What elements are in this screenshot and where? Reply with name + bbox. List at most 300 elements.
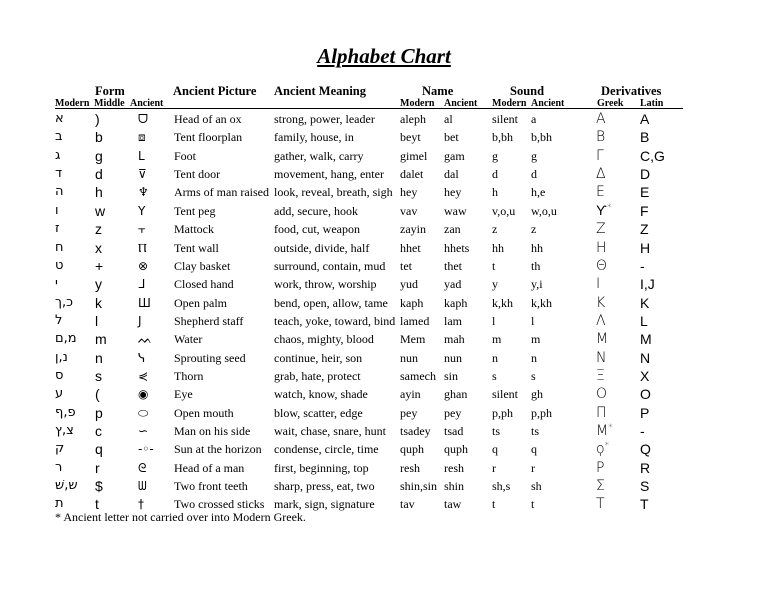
ancient-picture-text: Head of a man bbox=[174, 460, 245, 475]
name-ancient-text: hhets bbox=[444, 240, 470, 255]
name-ancient bbox=[444, 294, 467, 312]
ancient-picture bbox=[174, 220, 214, 238]
ancient-meaning-text: sharp, press, eat, two bbox=[274, 479, 375, 493]
subheader-name-ancient: Ancient bbox=[444, 98, 478, 109]
ancient-glyph bbox=[138, 312, 142, 330]
ancient-meaning bbox=[274, 440, 379, 458]
middle-letter bbox=[95, 110, 100, 128]
modern-letter-text: ז bbox=[55, 221, 60, 237]
sound-ancient bbox=[531, 330, 540, 348]
ancient-picture bbox=[174, 275, 234, 293]
sound-ancient bbox=[531, 220, 536, 238]
modern-letter-text: כ,ך bbox=[55, 294, 73, 310]
subheader-sound-ancient: Ancient bbox=[531, 98, 565, 109]
middle-letter-text: w bbox=[95, 202, 106, 219]
sound-ancient bbox=[531, 202, 557, 220]
subheader-greek: Greek bbox=[597, 98, 624, 109]
ancient-glyph-text: ᗯ bbox=[138, 479, 147, 493]
greek-letter-text: Μ bbox=[596, 423, 609, 439]
greek-letter bbox=[596, 294, 605, 312]
modern-letter-text: י bbox=[55, 276, 58, 292]
modern-letter-text: צ,ץ bbox=[55, 423, 74, 438]
ancient-picture-text: Tent door bbox=[174, 167, 221, 182]
ancient-picture-text: Sprouting seed bbox=[174, 350, 246, 365]
sound-modern bbox=[492, 294, 513, 312]
latin-letter-text: N bbox=[640, 349, 651, 366]
latin-letter bbox=[640, 330, 652, 348]
greek-letter-text: Μ bbox=[596, 331, 609, 348]
ancient-picture bbox=[174, 165, 220, 183]
middle-letter-text: b bbox=[95, 129, 103, 146]
latin-letter-text: L bbox=[640, 312, 648, 329]
ancient-glyph-text: ⫟ bbox=[138, 222, 146, 237]
ancient-glyph-text: ⊽ bbox=[138, 167, 147, 182]
sound-ancient bbox=[531, 294, 552, 312]
ancient-picture-text: Tent wall bbox=[174, 240, 219, 255]
name-ancient bbox=[444, 147, 465, 165]
ancient-glyph-text: ᗜ bbox=[138, 112, 148, 126]
ancient-meaning-text: surround, contain, mud bbox=[274, 258, 386, 273]
sound-ancient bbox=[531, 422, 539, 440]
ancient-picture-text: Two front teeth bbox=[174, 479, 248, 493]
ancient-picture bbox=[174, 477, 248, 495]
middle-letter bbox=[95, 183, 103, 201]
modern-letter-text: ה bbox=[55, 184, 64, 200]
ancient-picture-text: Open palm bbox=[174, 295, 227, 310]
middle-letter bbox=[95, 477, 103, 495]
ancient-meaning bbox=[274, 459, 369, 477]
sound-modern-text: hh bbox=[492, 240, 504, 255]
name-modern bbox=[400, 440, 424, 458]
sound-modern bbox=[492, 422, 500, 440]
modern-letter-text: ח bbox=[55, 239, 64, 255]
middle-letter-text: n bbox=[95, 349, 103, 366]
middle-letter-text: ( bbox=[95, 386, 100, 403]
name-modern bbox=[400, 183, 417, 201]
name-ancient-text: nun bbox=[444, 350, 462, 365]
sound-ancient-text: r bbox=[531, 460, 535, 475]
greek-letter bbox=[596, 330, 608, 348]
greek-letter bbox=[596, 422, 613, 440]
greek-letter-text: Λ bbox=[596, 312, 606, 329]
greek-letter bbox=[596, 220, 606, 238]
modern-letter-text: א bbox=[55, 111, 64, 126]
greek-letter bbox=[596, 275, 600, 293]
latin-letter-text: C,G bbox=[640, 147, 665, 164]
name-modern-text: shin,sin bbox=[400, 479, 438, 493]
sound-ancient bbox=[531, 385, 543, 403]
latin-letter-text: Z bbox=[640, 221, 649, 238]
ancient-picture-text: Head of an ox bbox=[174, 112, 242, 126]
name-ancient-text: hey bbox=[444, 185, 462, 200]
name-modern bbox=[400, 147, 427, 165]
ancient-meaning-text: wait, chase, snare, hunt bbox=[274, 424, 386, 438]
middle-letter bbox=[95, 330, 107, 348]
subheader-latin: Latin bbox=[640, 98, 664, 109]
latin-letter bbox=[640, 220, 649, 238]
greek-letter-text: Ν bbox=[596, 349, 607, 366]
ancient-meaning bbox=[274, 367, 361, 385]
header-rule bbox=[55, 108, 683, 109]
ancient-picture bbox=[174, 312, 243, 330]
ancient-glyph bbox=[138, 440, 154, 458]
sound-modern bbox=[492, 312, 495, 330]
name-ancient-text: al bbox=[444, 112, 453, 126]
greek-letter-text: Τ bbox=[596, 496, 605, 513]
ancient-picture-text: Tent peg bbox=[174, 203, 216, 218]
sound-modern-text: t bbox=[492, 258, 496, 273]
sound-modern-text: m bbox=[492, 332, 502, 347]
greek-letter bbox=[596, 440, 609, 458]
name-modern-text: pey bbox=[400, 405, 418, 420]
sound-modern bbox=[492, 385, 518, 403]
ancient-glyph bbox=[138, 330, 152, 348]
modern-letter-text: ס bbox=[55, 367, 64, 383]
page-title: Alphabet Chart bbox=[317, 44, 451, 68]
sound-modern-text: t bbox=[492, 497, 496, 512]
footnote-marker: * bbox=[604, 441, 610, 452]
subheader-middle: Middle bbox=[94, 98, 125, 109]
sound-ancient-text: n bbox=[531, 350, 537, 365]
table-row bbox=[0, 422, 768, 440]
sound-ancient bbox=[531, 404, 552, 422]
ancient-glyph-text: ᨓ bbox=[138, 332, 153, 347]
sound-modern bbox=[492, 330, 501, 348]
name-ancient bbox=[444, 202, 467, 220]
name-modern-text: nun bbox=[400, 350, 418, 365]
greek-letter-text: Ζ bbox=[596, 221, 606, 238]
name-ancient bbox=[444, 495, 461, 513]
ancient-meaning-text: work, throw, worship bbox=[274, 277, 377, 292]
ancient-meaning bbox=[274, 239, 369, 257]
greek-letter-text: Π bbox=[596, 404, 607, 421]
modern-letter bbox=[55, 294, 73, 312]
middle-letter bbox=[95, 312, 98, 330]
middle-letter bbox=[95, 239, 102, 257]
sound-ancient-text: g bbox=[531, 148, 537, 163]
table-row bbox=[0, 128, 768, 146]
subheader-ancient: Ancient bbox=[130, 98, 164, 109]
ancient-meaning-text: add, secure, hook bbox=[274, 203, 358, 218]
name-ancient bbox=[444, 257, 462, 275]
latin-letter bbox=[640, 422, 645, 440]
ancient-meaning bbox=[274, 183, 393, 201]
sound-ancient-text: d bbox=[531, 167, 537, 182]
sound-ancient bbox=[531, 367, 536, 385]
name-ancient-text: taw bbox=[444, 497, 462, 512]
middle-letter-text: p bbox=[95, 404, 103, 421]
ancient-picture-text: Thorn bbox=[174, 368, 204, 383]
table-row bbox=[0, 330, 768, 348]
sound-ancient-text: t bbox=[531, 497, 535, 512]
sound-ancient bbox=[531, 477, 542, 495]
name-modern-text: ayin bbox=[400, 387, 421, 402]
greek-letter bbox=[596, 147, 604, 165]
modern-letter bbox=[55, 220, 60, 238]
sound-ancient-text: a bbox=[531, 112, 537, 126]
sound-ancient bbox=[531, 183, 545, 201]
sound-ancient-text: s bbox=[531, 368, 536, 383]
greek-letter bbox=[596, 477, 605, 495]
sound-modern-text: v,o,u bbox=[492, 203, 516, 218]
ancient-meaning-text: movement, hang, enter bbox=[274, 167, 384, 182]
name-modern bbox=[400, 312, 429, 330]
name-ancient bbox=[444, 110, 453, 128]
modern-letter bbox=[55, 459, 62, 477]
latin-letter bbox=[640, 257, 645, 275]
latin-letter bbox=[640, 183, 649, 201]
ancient-picture bbox=[174, 330, 202, 348]
name-ancient-text: kaph bbox=[444, 295, 468, 310]
sound-modern bbox=[492, 275, 498, 293]
ancient-picture-text: Open mouth bbox=[174, 405, 234, 420]
middle-letter-text: s bbox=[95, 367, 102, 384]
ancient-glyph-text: ⬭ bbox=[138, 405, 149, 420]
modern-letter-text: ע bbox=[55, 386, 64, 402]
latin-letter bbox=[640, 385, 651, 403]
ancient-picture bbox=[174, 147, 196, 165]
name-ancient bbox=[444, 128, 459, 146]
name-ancient-text: ghan bbox=[444, 387, 468, 402]
latin-letter-text: S bbox=[640, 478, 650, 494]
latin-letter-text: F bbox=[640, 202, 649, 219]
table-row bbox=[0, 183, 768, 201]
modern-letter-text: נ,ן bbox=[55, 349, 68, 365]
name-ancient-text: yad bbox=[444, 277, 462, 292]
sound-modern bbox=[492, 239, 504, 257]
ancient-meaning-text: mark, sign, signature bbox=[274, 497, 375, 512]
ancient-picture-text: Eye bbox=[174, 387, 193, 402]
sound-modern bbox=[492, 404, 513, 422]
middle-letter bbox=[95, 257, 103, 275]
name-modern bbox=[400, 202, 417, 220]
ancient-picture-text: Foot bbox=[174, 148, 197, 163]
middle-letter-text: d bbox=[95, 166, 103, 183]
modern-letter bbox=[55, 202, 59, 220]
table-row bbox=[0, 202, 768, 220]
middle-letter bbox=[95, 349, 103, 367]
latin-letter-text: Q bbox=[640, 441, 651, 458]
sound-modern bbox=[492, 257, 495, 275]
name-modern-text: tav bbox=[400, 497, 415, 512]
subheader-name-modern: Modern bbox=[400, 98, 435, 109]
header-form: Form bbox=[95, 84, 125, 98]
name-modern bbox=[400, 477, 437, 495]
sound-modern-text: h bbox=[492, 185, 498, 200]
sound-ancient-text: th bbox=[531, 258, 541, 273]
ancient-glyph bbox=[138, 202, 145, 220]
name-ancient bbox=[444, 239, 469, 257]
latin-letter bbox=[640, 459, 650, 477]
sound-ancient bbox=[531, 165, 537, 183]
name-modern bbox=[400, 349, 418, 367]
name-ancient bbox=[444, 183, 461, 201]
ancient-glyph bbox=[138, 183, 149, 201]
latin-letter bbox=[640, 165, 650, 183]
ancient-meaning-text: bend, open, allow, tame bbox=[274, 295, 388, 310]
ancient-meaning-text: grab, hate, protect bbox=[274, 368, 361, 383]
sound-ancient bbox=[531, 440, 537, 458]
sound-ancient-text: sh bbox=[531, 479, 542, 493]
name-modern-text: Mem bbox=[400, 332, 426, 347]
ancient-glyph bbox=[138, 220, 145, 238]
sound-ancient bbox=[531, 257, 540, 275]
ancient-meaning-text: look, reveal, breath, sigh bbox=[274, 185, 393, 200]
ancient-picture bbox=[174, 128, 242, 146]
table-row bbox=[0, 257, 768, 275]
name-modern bbox=[400, 257, 412, 275]
modern-letter-text: ג bbox=[55, 147, 61, 163]
modern-letter-text: ט bbox=[55, 257, 64, 273]
table-row bbox=[0, 239, 768, 257]
ancient-picture-text: Mattock bbox=[174, 222, 214, 237]
sound-ancient bbox=[531, 239, 543, 257]
sound-modern bbox=[492, 367, 497, 385]
ancient-glyph-text: ⋞ bbox=[138, 368, 149, 383]
latin-letter bbox=[640, 147, 665, 165]
name-ancient bbox=[444, 385, 467, 403]
ancient-picture bbox=[174, 422, 250, 440]
sound-modern bbox=[492, 183, 498, 201]
ancient-glyph bbox=[138, 110, 148, 128]
name-modern-text: kaph bbox=[400, 295, 424, 310]
sound-ancient-text: k,kh bbox=[531, 295, 552, 310]
name-ancient-text: resh bbox=[444, 460, 464, 475]
ancient-meaning bbox=[274, 404, 363, 422]
name-ancient-text: shin bbox=[444, 479, 465, 493]
sound-ancient-text: z bbox=[531, 222, 537, 237]
ancient-glyph bbox=[138, 404, 148, 422]
ancient-meaning-text: first, beginning, top bbox=[274, 460, 369, 475]
ancient-picture-text: Closed hand bbox=[174, 277, 234, 292]
ancient-glyph bbox=[138, 257, 148, 275]
name-ancient-text: mah bbox=[444, 332, 465, 347]
ancient-picture bbox=[174, 385, 193, 403]
ancient-meaning-text: watch, know, shade bbox=[274, 387, 368, 402]
modern-letter-text: ד bbox=[55, 166, 63, 182]
latin-letter-text: A bbox=[640, 111, 650, 127]
sound-ancient bbox=[531, 110, 536, 128]
middle-letter bbox=[95, 275, 102, 293]
name-ancient bbox=[444, 459, 464, 477]
modern-letter bbox=[55, 147, 60, 165]
sound-modern bbox=[492, 165, 498, 183]
name-ancient bbox=[444, 312, 462, 330]
ancient-glyph bbox=[138, 349, 145, 367]
name-modern-text: lamed bbox=[400, 313, 430, 328]
name-ancient bbox=[444, 440, 468, 458]
name-modern bbox=[400, 404, 417, 422]
name-ancient-text: gam bbox=[444, 148, 465, 163]
ancient-picture bbox=[174, 202, 215, 220]
greek-letter-text: Δ bbox=[596, 166, 606, 183]
name-modern-text: yud bbox=[400, 277, 418, 292]
ancient-meaning-text: blow, scatter, edge bbox=[274, 405, 363, 420]
middle-letter-text: c bbox=[95, 423, 102, 439]
table-row bbox=[0, 110, 768, 128]
greek-letter bbox=[596, 459, 604, 477]
middle-letter-text: h bbox=[95, 184, 103, 201]
ancient-picture-text: Two crossed sticks bbox=[174, 497, 265, 512]
name-modern bbox=[400, 275, 418, 293]
name-modern-text: samech bbox=[400, 368, 436, 383]
name-ancient bbox=[444, 422, 463, 440]
ancient-picture-text: Shepherd staff bbox=[174, 313, 244, 328]
sound-ancient-text: w,o,u bbox=[531, 203, 557, 218]
ancient-glyph-text: ⊗ bbox=[138, 258, 149, 273]
latin-letter bbox=[640, 294, 649, 312]
name-ancient bbox=[444, 220, 461, 238]
sound-ancient bbox=[531, 312, 534, 330]
latin-letter bbox=[640, 440, 651, 458]
name-modern-text: resh bbox=[400, 460, 420, 475]
ancient-glyph-text: ᘓ bbox=[138, 460, 147, 475]
ancient-glyph-text: ᒧ bbox=[138, 277, 146, 292]
modern-letter bbox=[55, 440, 64, 458]
middle-letter-text: t bbox=[95, 496, 99, 513]
greek-letter bbox=[596, 257, 607, 275]
ancient-meaning-text: continue, heir, son bbox=[274, 350, 363, 365]
ancient-meaning-text: strong, power, leader bbox=[274, 112, 375, 126]
name-modern-text: zayin bbox=[400, 222, 426, 237]
name-modern-text: tsadey bbox=[400, 424, 431, 438]
name-modern bbox=[400, 422, 431, 440]
name-ancient-text: dal bbox=[444, 167, 459, 182]
ancient-meaning bbox=[274, 275, 377, 293]
ancient-meaning-text: outside, divide, half bbox=[274, 240, 370, 255]
table-row bbox=[0, 404, 768, 422]
sound-ancient bbox=[531, 275, 543, 293]
ancient-picture bbox=[174, 257, 230, 275]
greek-letter bbox=[596, 128, 605, 146]
latin-letter bbox=[640, 349, 650, 367]
name-modern bbox=[400, 459, 420, 477]
greek-letter bbox=[596, 495, 605, 513]
latin-letter-text: M bbox=[640, 331, 652, 348]
header-sound: Sound bbox=[510, 84, 545, 98]
latin-letter-text: K bbox=[640, 294, 650, 311]
modern-letter bbox=[55, 477, 78, 495]
latin-letter-text: R bbox=[640, 459, 651, 476]
ancient-meaning bbox=[274, 422, 386, 440]
sound-modern-text: silent bbox=[492, 387, 518, 402]
latin-letter bbox=[640, 495, 649, 513]
greek-letter-text: Ε bbox=[596, 184, 605, 201]
middle-letter-text: l bbox=[95, 312, 99, 329]
ancient-glyph bbox=[138, 165, 147, 183]
ancient-glyph bbox=[138, 275, 145, 293]
greek-letter bbox=[596, 202, 611, 220]
sound-modern bbox=[492, 128, 513, 146]
latin-letter bbox=[640, 128, 649, 146]
name-modern bbox=[400, 239, 421, 257]
latin-letter-text: - bbox=[640, 257, 645, 274]
name-modern-text: gimel bbox=[400, 148, 428, 163]
name-modern-text: aleph bbox=[400, 112, 426, 126]
latin-letter-text: D bbox=[640, 166, 651, 183]
latin-letter-text: O bbox=[640, 386, 651, 403]
name-ancient-text: sin bbox=[444, 368, 459, 383]
greek-letter bbox=[596, 165, 606, 183]
name-ancient-text: waw bbox=[444, 203, 467, 218]
ancient-picture bbox=[174, 404, 234, 422]
table-row bbox=[0, 147, 768, 165]
modern-letter-text: ר bbox=[55, 459, 63, 475]
greek-letter-text: Ρ bbox=[596, 459, 605, 476]
sound-modern bbox=[492, 477, 510, 495]
latin-letter bbox=[640, 239, 650, 257]
sound-ancient-text: gh bbox=[531, 387, 543, 402]
